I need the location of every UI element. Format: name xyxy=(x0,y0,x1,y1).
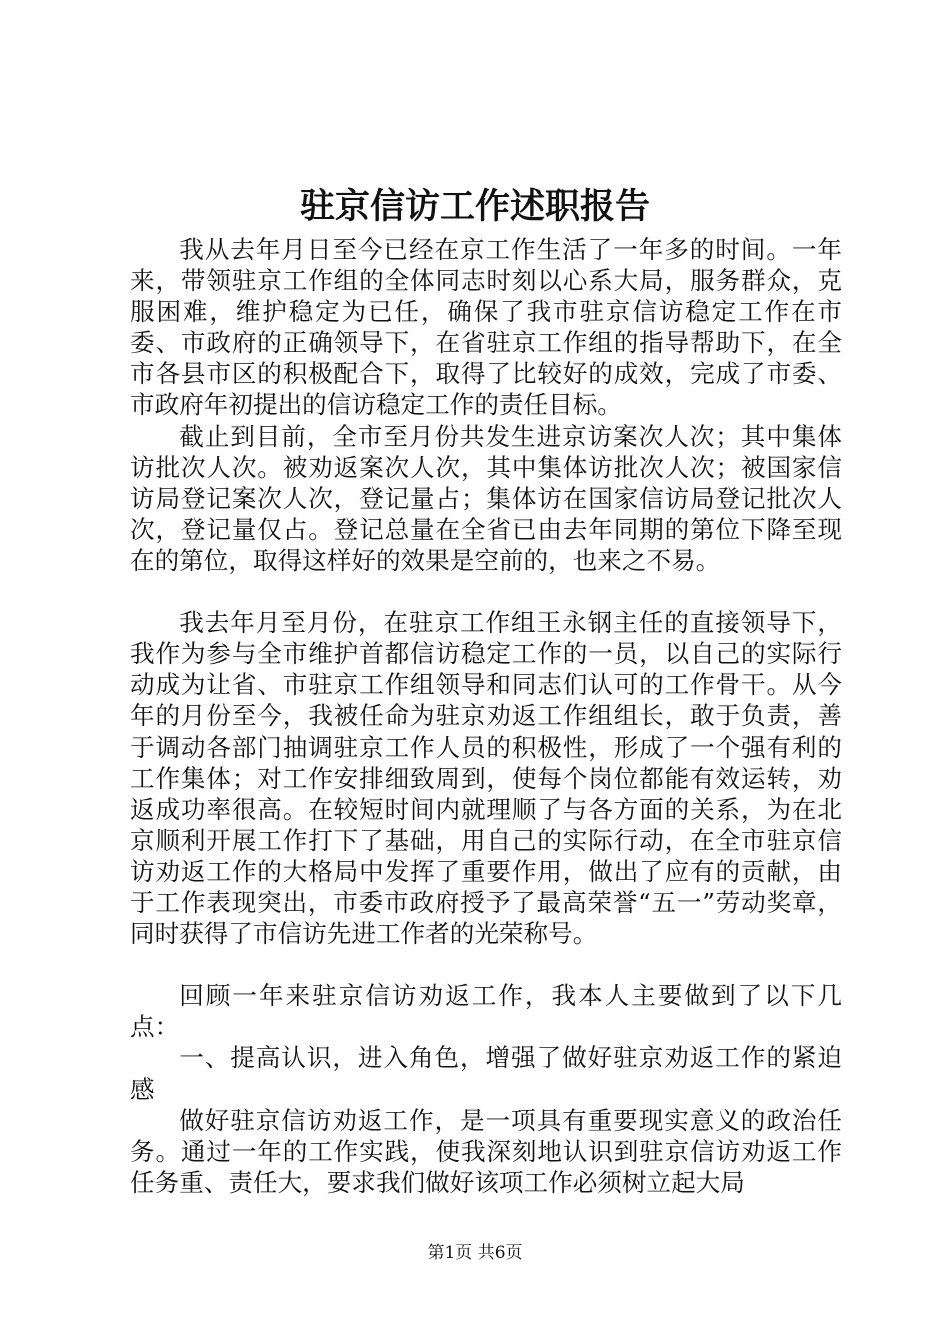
paragraph-spacer xyxy=(130,949,842,980)
document-title: 驻京信访工作述职报告 xyxy=(299,186,650,227)
paragraph-section-one: 做好驻京信访劝返工作，是一项具有重要现实意义的政治任务。通过一年的工作实践，使我深刻地认识到驻京信访劝返工作任务重、责任大，要求我们做好该项工作必须树立起大局 xyxy=(130,1105,842,1197)
section-heading-one: 一、提高认识，进入角色，增强了做好驻京劝返工作的紧迫感 xyxy=(130,1043,842,1104)
paragraph-intro: 我从去年月日至今已经在京工作生活了一年多的时间。一年来，带领驻京工作组的全体同志时刻以心系大局，服务群众，克服困难，维护稳定为已任，确保了我市驻京信访稳定工作在市委、市政府的正确领导下，在省驻京工作组的指导帮助下，在全市各县市区的积极配合下，取得了比较好的成效，完成了市委、市政府年初提出的信访稳定工作的责任目标。 xyxy=(130,235,842,420)
page-number-footer: 第1页 共6页 xyxy=(427,1243,523,1263)
paragraph-review: 回顾一年来驻京信访劝返工作，我本人主要做到了以下几点： xyxy=(130,981,842,1042)
paragraph-spacer xyxy=(130,576,842,607)
paragraph-experience: 我去年月至月份，在驻京工作组王永钢主任的直接领导下，我作为参与全市维护首都信访稳定工作的一员，以自己的实际行动成为让省、市驻京工作组领导和同志们认可的工作骨干。从今年的月份至今，我被任命为驻京劝返工作组组长，敢于负责，善于调动各部门抽调驻京工作人员的积极性，形成了一个强有利的工作集体；对工作安排细致周到，使每个岗位都能有效运转，劝返成功率很高。在较短时间内就理顺了与各方面的关系，为在北京顺利开展工作打下了基础，用自己的实际行动，在全市驻京信访劝返工作的大格局中发挥了重要作用，做出了应有的贡献，由于工作表现突出，市委市政府授予了最高荣誉“五一”劳动奖章，同时获得了市信访先进工作者的光荣称号。 xyxy=(130,608,842,949)
paragraph-statistics: 截止到目前，全市至月份共发生进京访案次人次；其中集体访批次人次。被劝返案次人次，其中集体访批次人次；被国家信访局登记案次人次，登记量占；集体访在国家信访局登记批次人次，登记量仅占。登记总量在全省已由去年同期的第位下降至现在的第位，取得这样好的效果是空前的，也来之不易。 xyxy=(130,421,842,575)
document-body xyxy=(130,234,842,1198)
